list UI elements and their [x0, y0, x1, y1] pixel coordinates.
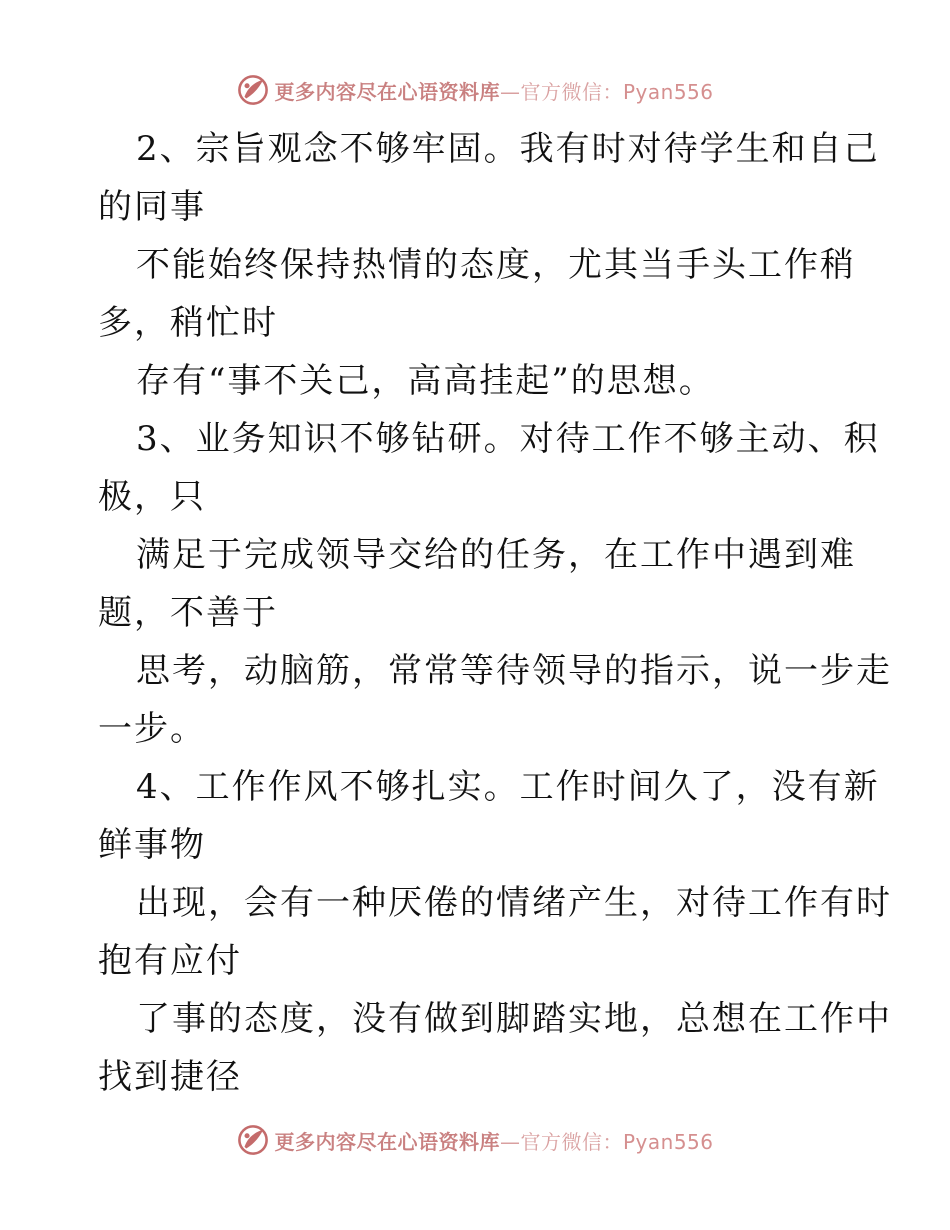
leaf-pen-logo-icon	[236, 73, 270, 107]
text-line: 满足于完成领导交给的任务，在工作中遇到难	[136, 535, 856, 575]
watermark-text	[274, 76, 713, 105]
text-line: 的同事	[98, 187, 206, 227]
text-line: 思考，动脑筋，常常等待领导的指示，说一步走	[136, 651, 892, 691]
header-watermark	[0, 70, 950, 110]
watermark-account: Pyan556	[622, 79, 714, 104]
document-body	[98, 120, 892, 1106]
text-line: 抱有应付	[98, 941, 242, 981]
text-line: 了事的态度，没有做到脚踏实地，总想在工作中	[136, 999, 892, 1039]
watermark-dash: —	[499, 1129, 521, 1154]
watermark-official: 官方微信：	[520, 1129, 623, 1154]
text-line: 极，只	[98, 477, 206, 517]
watermark-brand: 更多内容尽在心语资料库	[274, 1129, 500, 1154]
watermark-dash: —	[499, 79, 521, 104]
text-line: 鲜事物	[98, 825, 206, 865]
text-line: 4、工作作风不够扎实。工作时间久了，没有新	[136, 767, 880, 807]
text-line: 不能始终保持热情的态度，尤其当手头工作稍	[136, 245, 856, 285]
text-line: 多，稍忙时	[98, 303, 278, 343]
watermark-account: Pyan556	[622, 1129, 714, 1154]
text-line: 出现，会有一种厌倦的情绪产生，对待工作有时	[136, 883, 892, 923]
text-line: 3、业务知识不够钻研。对待工作不够主动、积	[136, 419, 880, 459]
text-line: 存有“事不关己，高高挂起”的思想。	[136, 361, 715, 401]
watermark-text	[274, 1126, 713, 1155]
text-line: 2、宗旨观念不够牢固。我有时对待学生和自己	[136, 129, 880, 169]
leaf-pen-logo-icon	[236, 1123, 270, 1157]
footer-watermark	[0, 1120, 950, 1160]
watermark-brand: 更多内容尽在心语资料库	[274, 79, 500, 104]
text-line: 一步。	[98, 709, 206, 749]
text-line: 题，不善于	[98, 593, 278, 633]
watermark-official: 官方微信：	[520, 79, 623, 104]
text-line: 找到捷径	[98, 1057, 242, 1097]
